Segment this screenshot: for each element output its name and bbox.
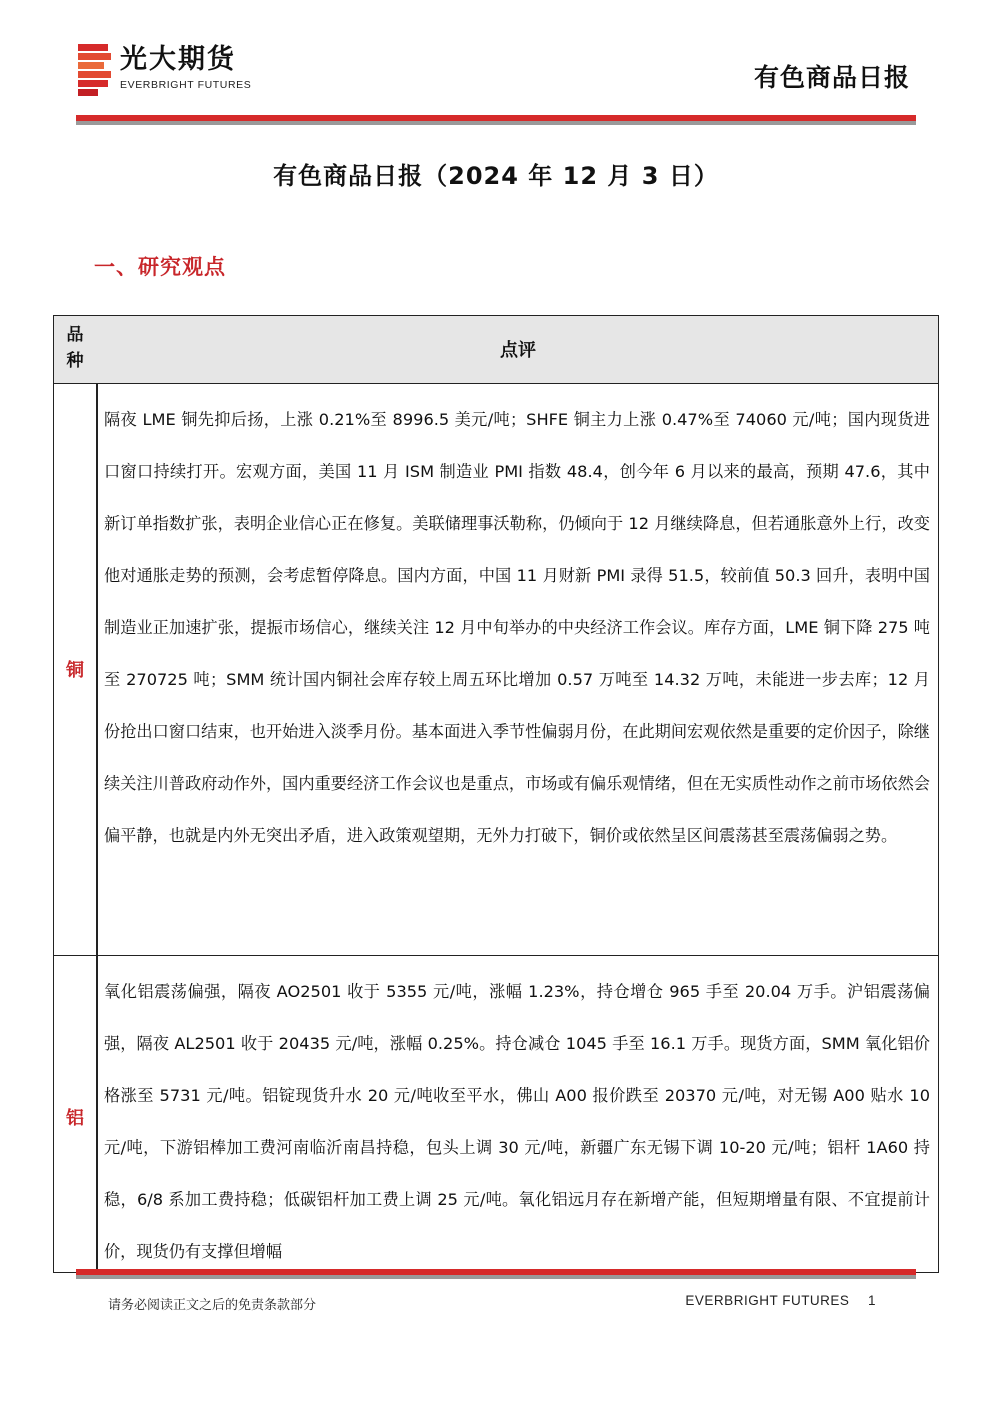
logo-chinese-name: 光大期货 [120, 44, 236, 75]
footer-brand-page [685, 1293, 876, 1308]
page-title: 有色商品日报（2024 年 12 月 3 日） [273, 162, 719, 190]
header-divider-shadow [76, 121, 916, 125]
header-kind-label: 品种 [66, 325, 84, 371]
company-logo [78, 44, 288, 100]
row-kind-copper: 铜 [66, 660, 84, 681]
section-heading: 一、研究观点 [94, 255, 226, 279]
row-kind-aluminum: 铝 [66, 1108, 84, 1129]
table-row-aluminum [54, 956, 938, 1273]
footer-brand: EVERBRIGHT FUTURES [685, 1293, 850, 1308]
page-number: 1 [867, 1293, 876, 1308]
row-comment-copper: 隔夜 LME 铜先抑后扬，上涨 0.21%至 8996.5 美元/吨；SHFE 铜主力上涨 0.47%至 74060 元/吨；国内现货进口窗口持续打开。宏观方面，美国 11 月 ISM 制造业 PMI 指数 48.4，创今年 6 月以来的最高，预期 47.6，其中新订单指数扩张，表明企业信心正在修复。美联储理事沃勒称，仍倾向于 12 月继续降息，但若通胀意外上行，改变他对通胀走势的预测，会考虑暂停降息。国内方面，中国 11 月财新 PMI 录得 51.5，较前值 50.3 回升，表明中国制造业正加速扩张，提振市场信心，继续关注 12 月中旬举办的中央经济工作会议。库存方面，LME 铜下降 275 吨至 270725 吨；SMM 统计国内铜社会库存较上周五环比增加 0.57 万吨至 14.32 万吨，未能进一步去库；12 月份抢出口窗口结束，也开始进入淡季月份。基本面进入季节性偏弱月份，在此期间宏观依然是重要的定价因子，除继续关注川普政府动作外，国内重要经济工作会议也是重点，市场或有偏乐观情绪，但在无实质性动作之前市场依然会偏平静，也就是内外无突出矛盾，进入政策观望期，无外力打破下，铜价或依然呈区间震荡甚至震荡偏弱之势。 [104, 410, 930, 845]
table-row-copper [54, 384, 938, 956]
header-kind [54, 322, 96, 374]
report-name: 有色商品日报 [753, 63, 910, 92]
logo-english-name: EVERBRIGHT FUTURES [120, 79, 252, 91]
row-comment-aluminum: 氧化铝震荡偏强，隔夜 AO2501 收于 5355 元/吨，涨幅 1.23%，持仓增仓 965 手至 20.04 万手。沪铝震荡偏强，隔夜 AL2501 收于 20435 元/吨，涨幅 0.25%。持仓减仓 1045 手至 16.1 万手。现货方面，SMM 氧化铝价格涨至 5731 元/吨。铝锭现货升水 20 元/吨收至平水，佛山 A00 报价跌至 20370 元/吨，对无锡 A00 贴水 10 元/吨，下游铝棒加工费河南临沂南昌持稳，包头上调 30 元/吨，新疆广东无锡下调 10-20 元/吨；铝杆 1A60 持稳，6/8 系加工费持稳；低碳铝杆加工费上调 25 元/吨。氧化铝远月存在新增产能，但短期增量有限、不宜提前计价，现货仍有支撑但增幅 [104, 982, 930, 1261]
footer-disclaimer: 请务必阅读正文之后的免责条款部分 [108, 1298, 317, 1313]
table-header [54, 316, 938, 384]
everbright-logo-icon [78, 44, 112, 96]
footer-divider-shadow [76, 1275, 916, 1279]
commentary-table [53, 315, 939, 1273]
header-comment: 点评 [500, 340, 536, 361]
